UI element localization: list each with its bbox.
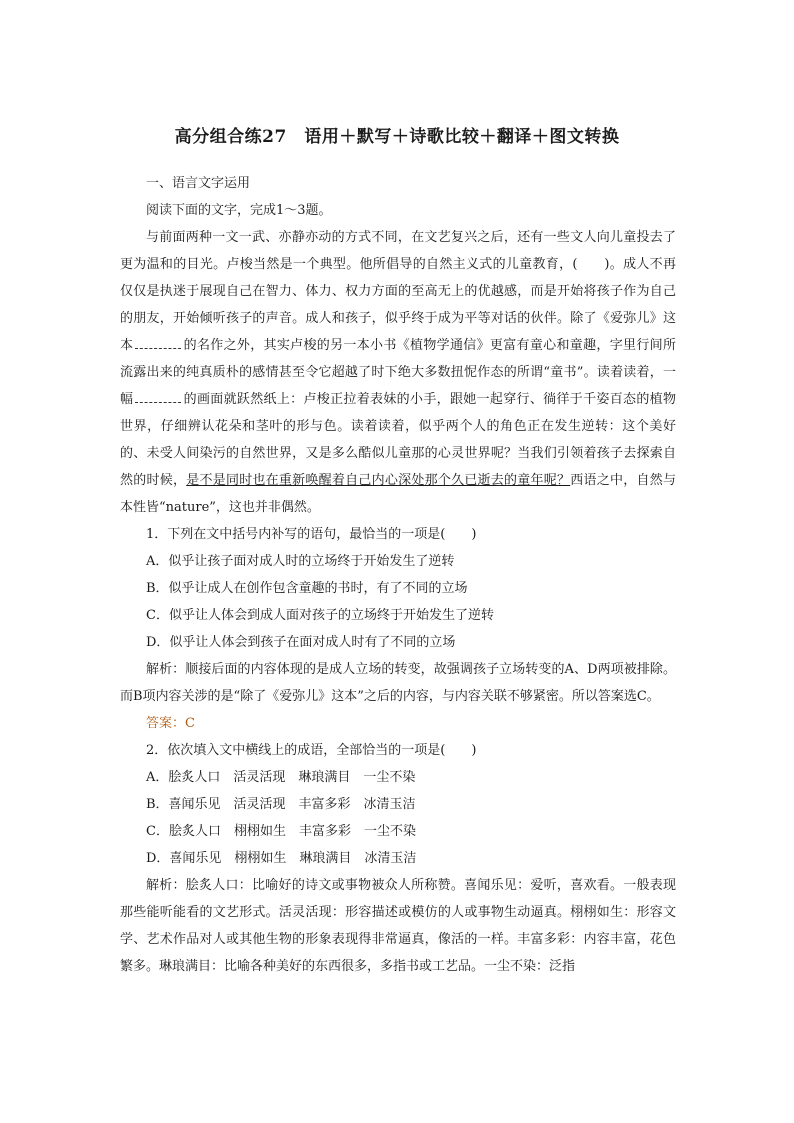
passage-text-3: 的画面就跃然纸上：卢梭正拉着表妹的小手，跟她一起穿行、徜徉于千姿百态的植物世界，仔细辨认花朵和茎叶的形与色。读着读着，似乎两个人的角色正在发生逆转：这个美好的、未受人间染污的自然世界，又是多么酷似儿童那的心灵世界呢？当我们引领着孩子去探索自然的时候， <box>120 392 676 488</box>
question-2-option-a: A．脍炙人口 活灵活现 琳琅满目 一尘不染 <box>146 770 416 785</box>
question-1-stem: 1．下列在文中括号内补写的语句，最恰当的一项是( ) <box>146 527 477 542</box>
passage-text-1: 与前面两种一文一武、亦静亦动的方式不同，在文艺复兴之后，还有一些文人向儿童投去了更为温和的目光。卢梭当然是一个典型。他所倡导的自然主义式的儿童教育，( )。成人不再仅仅是执迷于展现自己在智力、体力、权力方面的至高无上的优越感，而是开始将孩子作为自己的朋友，开始倾听孩子的声音。成人和孩子，似乎终于成为平等对话的伙伴。除了《爱弥儿》这本 <box>120 230 676 353</box>
question-2-analysis: 解析：脍炙人口：比喻好的诗文或事物被众人所称赞。喜闻乐见：爱听，喜欢看。一般表现那些能听能看的文艺形式。活灵活现：形容描述或模仿的人或事物生动逼真。栩栩如生：形容文学、艺术作品对人或其他生物的形象表现得非常逼真，像活的一样。丰富多彩：内容丰富，花色繁多。琳琅满目：比喻各种美好的东西很多，多指书或工艺品。一尘不染：泛指 <box>120 878 676 974</box>
section-heading: 一、语言文字运用 <box>146 176 251 191</box>
question-2-option-b: B．喜闻乐见 活灵活现 丰富多彩 冰清玉洁 <box>146 797 416 812</box>
document-body <box>120 170 676 980</box>
question-2-option-d: D．喜闻乐见 栩栩如生 琳琅满目 冰清玉洁 <box>146 851 417 866</box>
passage-text-2: 的名作之外，其实卢梭的另一本小书《植物学通信》更富有童心和童趣，字里行间所流露出来的纯真质朴的感情甚至令它超越了时下绝大多数扭怩作态的所谓“童书”。读着读着，一幅 <box>120 338 676 407</box>
question-1-answer: 答案：C <box>146 716 195 731</box>
reading-passage <box>120 224 676 521</box>
question-2-option-c: C．脍炙人口 栩栩如生 丰富多彩 一尘不染 <box>146 824 416 839</box>
underlined-sentence: 是不是同时也在重新唤醒着自己内心深处那个久已逝去的童年呢？ <box>186 473 571 488</box>
question-1-option-a: A．似乎让孩子面对成人时的立场终于开始发生了逆转 <box>146 554 455 569</box>
fill-blank-2 <box>135 390 181 403</box>
passage-text-4: 西语之中，自然与本性皆“nature”，这也并非偶然。 <box>120 473 676 515</box>
question-1-option-c: C．似乎让人体会到成人面对孩子的立场终于开始发生了逆转 <box>146 608 494 623</box>
question-2-stem: 2．依次填入文中横线上的成语，全部恰当的一项是( ) <box>146 743 477 758</box>
question-1-option-b: B．似乎让成人在创作包含童趣的书时，有了不同的立场 <box>146 581 468 596</box>
fill-blank-1 <box>135 336 181 349</box>
question-1-option-d: D．似乎让人体会到孩子在面对成人时有了不同的立场 <box>146 635 456 650</box>
page-title: 高分组合练27 语用＋默写＋诗歌比较＋翻译＋图文转换 <box>174 127 620 147</box>
question-1-analysis: 解析：顺接后面的内容体现的是成人立场的转变，故强调孩子立场转变的A、D两项被排除。而B项内容关涉的是“除了《爱弥儿》这本”之后的内容，与内容关联不够紧密。所以答案选C。 <box>120 662 676 704</box>
reading-instruction: 阅读下面的文字，完成1～3题。 <box>146 203 332 218</box>
